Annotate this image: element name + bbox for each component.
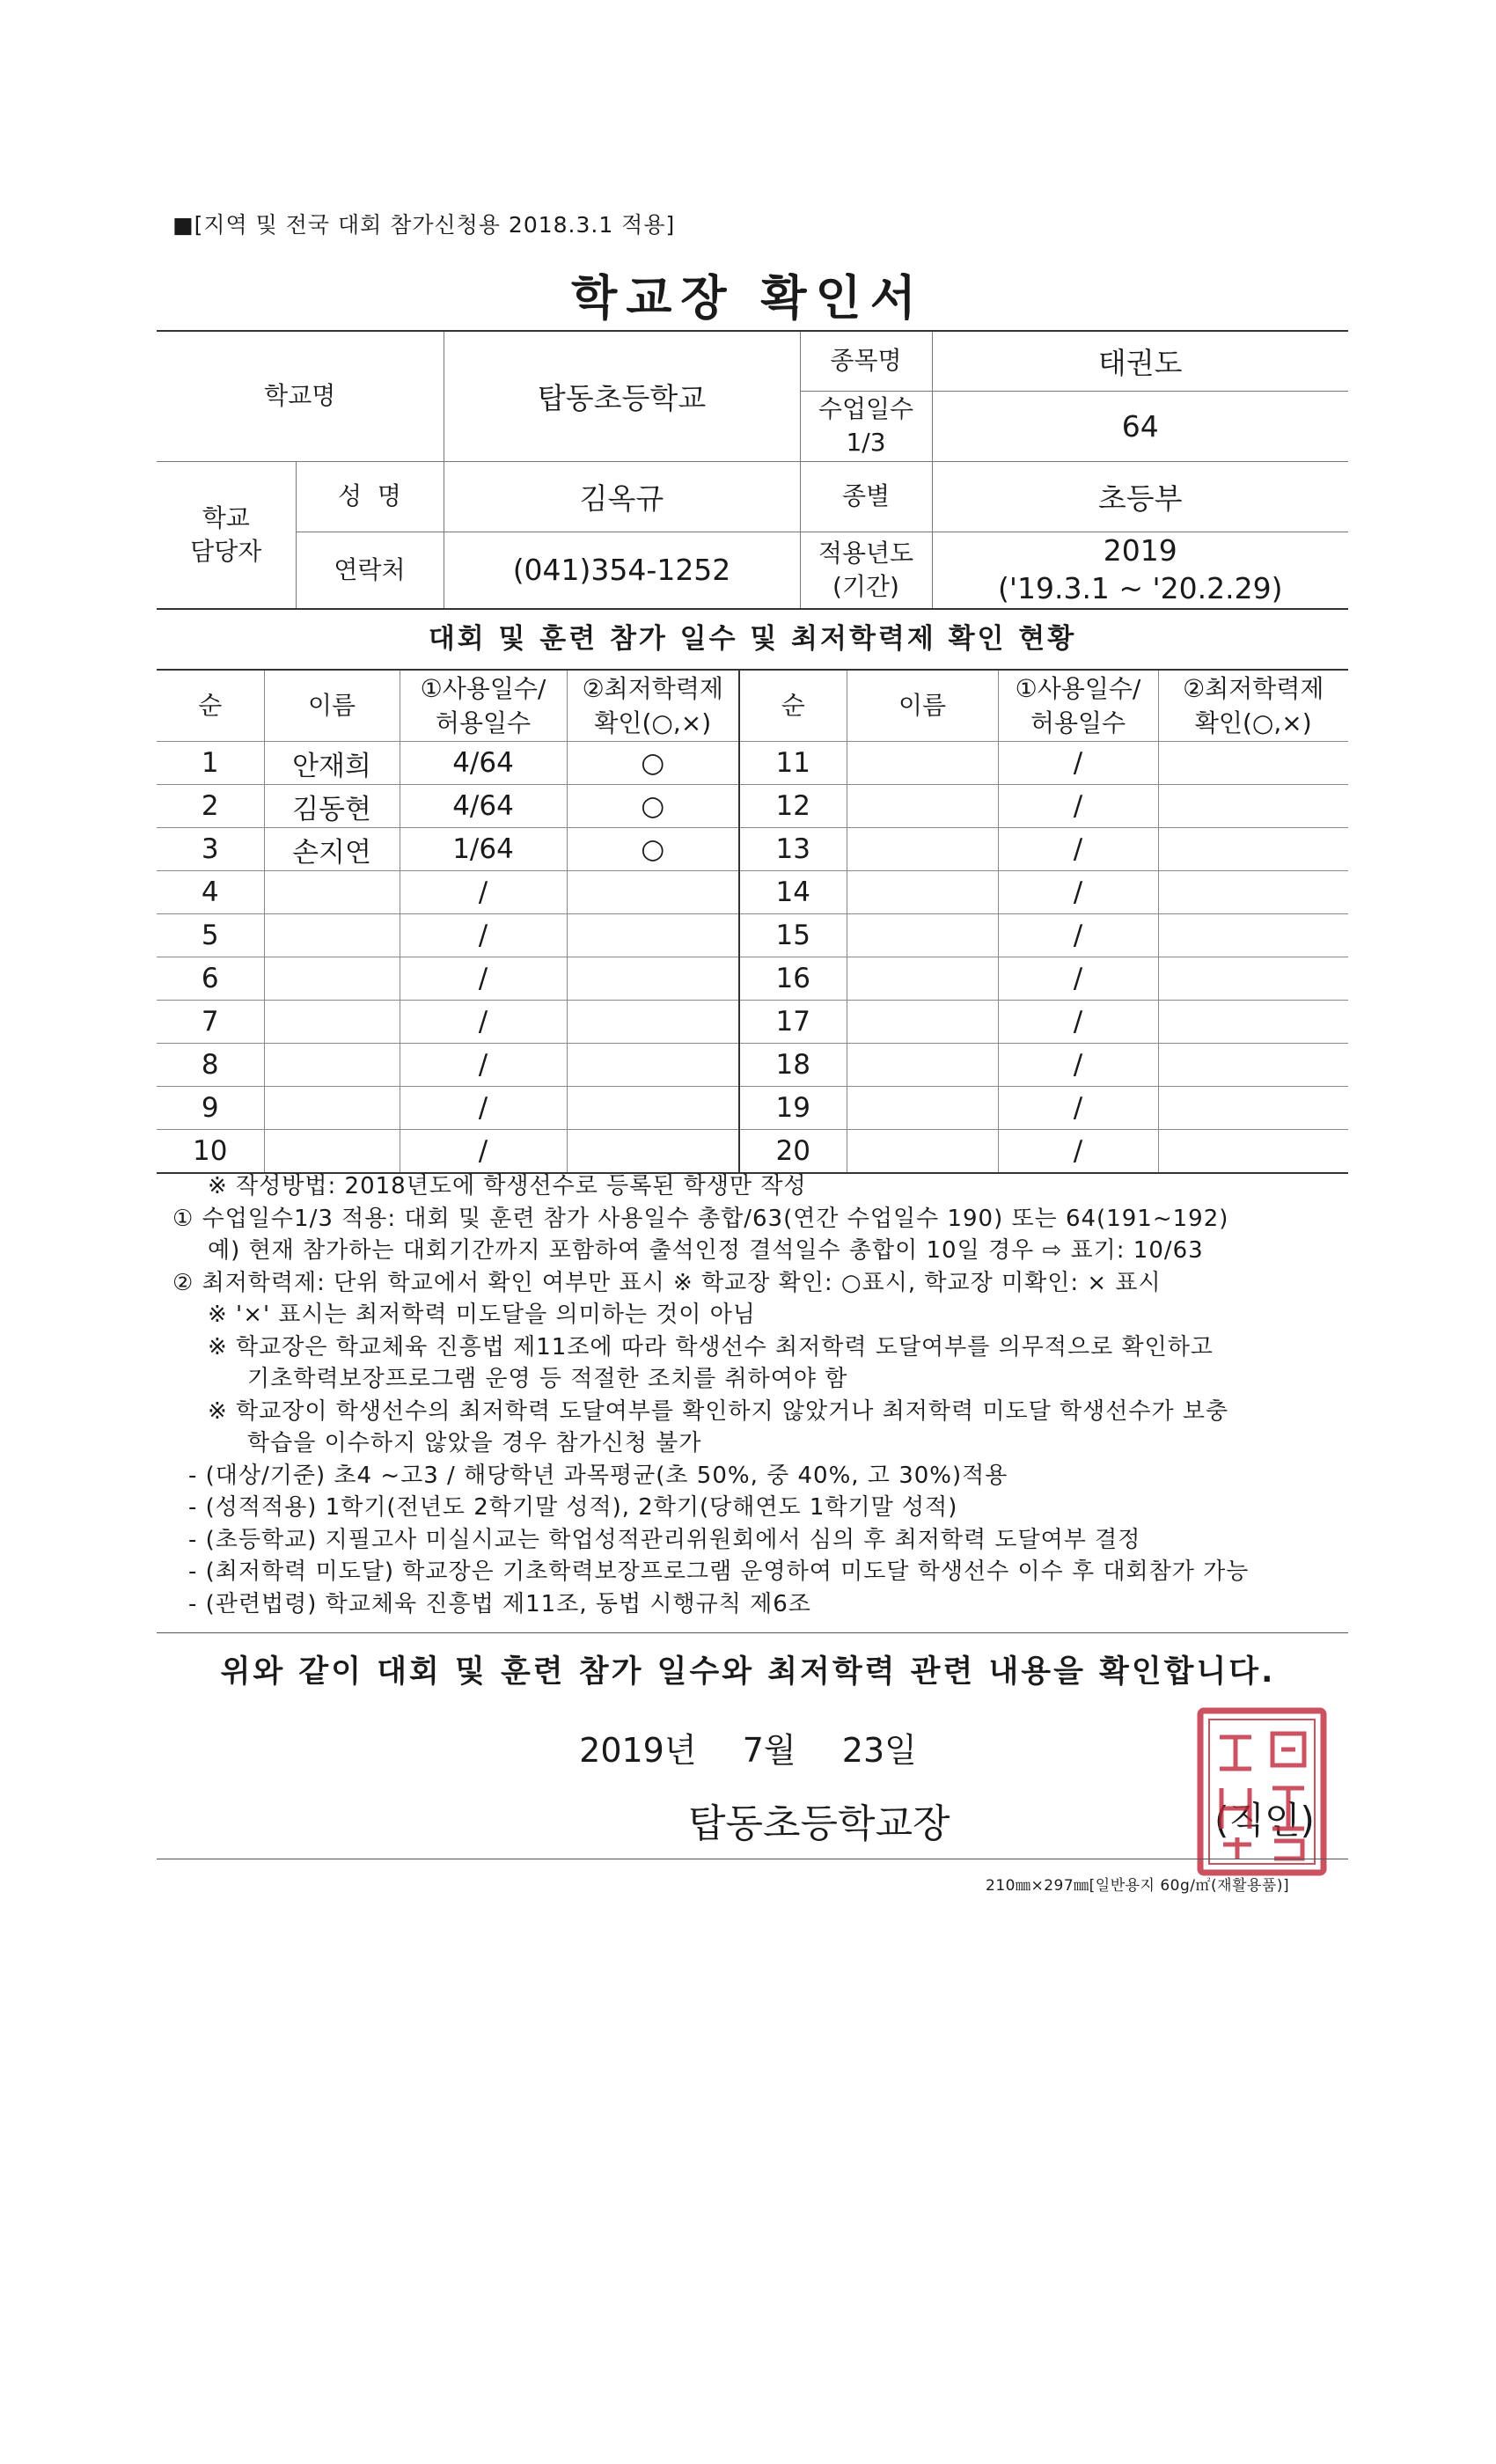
table-row [157,828,1348,871]
table-row [157,742,1348,785]
note-line: 학습을 이수하지 않았을 경우 참가신청 불가 [247,1430,702,1456]
row-days-right: / [998,914,1158,957]
notes-section [172,1170,1352,1620]
row-check-left [567,1044,739,1087]
header-name-left: 이름 [264,670,400,742]
row-check-right [1158,871,1348,914]
row-no-left: 6 [157,957,264,1001]
row-no-right: 11 [739,742,847,785]
row-no-right: 15 [739,914,847,957]
row-no-right: 13 [739,828,847,871]
row-no-right: 20 [739,1130,847,1174]
note-line: - (관련법령) 학교체육 진흥법 제11조, 동법 시행규칙 제6조 [188,1590,811,1617]
seal-label: (직인) [1214,1799,1315,1842]
row-days-left: / [400,957,567,1001]
category-value: 초등부 [932,461,1348,532]
header-note: ■[지역 및 전국 대회 참가신청용 2018.3.1 적용] [172,212,676,238]
row-name-right [847,828,998,871]
row-no-left: 5 [157,914,264,957]
row-days-right: / [998,871,1158,914]
manager-label-1: 학교 [202,502,250,532]
row-check-right [1158,742,1348,785]
row-days-left: / [400,1044,567,1087]
row-name-right [847,1087,998,1130]
category-label: 종별 [800,461,932,532]
row-days-right: / [998,785,1158,828]
school-label: 학교명 [157,331,444,461]
row-check-left [567,957,739,1001]
signing-date: 2019년 7월 23일 [579,1731,917,1770]
confirmation-statement: 위와 같이 대회 및 훈련 참가 일수와 최저학력 관련 내용을 확인합니다. [220,1654,1276,1690]
row-no-left: 2 [157,785,264,828]
manager-name: 김옥규 [444,461,800,532]
year-label-1: 적용년도 [818,538,914,568]
year-value-period: ('19.3.1 ~ '20.2.29) [998,570,1283,605]
row-days-left: 1/64 [400,828,567,871]
sport-label: 종목명 [800,331,932,391]
row-check-right [1158,1087,1348,1130]
class-days-label-1: 수업일수 [818,394,914,424]
note-line: - (최저학력 미도달) 학교장은 기초학력보장프로그램 운영하여 미도달 학생선수 이수 후 대회참가 가능 [188,1558,1250,1585]
manager-label-2: 담당자 [190,536,262,566]
row-days-right: / [998,1087,1158,1130]
attendance-subtitle: 대회 및 훈련 참가 일수 및 최저학력제 확인 현황 [428,623,1077,655]
row-name-right [847,871,998,914]
note-line: ※ 작성방법: 2018년도에 학생선수로 등록된 학생만 작성 [208,1173,807,1199]
note-line: ② 최저학력제: 단위 학교에서 확인 여부만 표시 ※ 학교장 확인: ○표시, 학교장 미확인: × 표시 [172,1269,1162,1296]
row-check-right [1158,1130,1348,1174]
row-days-left: / [400,1001,567,1044]
table-row [157,1044,1348,1087]
header-days-line1: ①사용일수/ [420,673,546,703]
row-name-left: 손지연 [264,828,400,871]
note-line: - (성적적용) 1학기(전년도 2학기말 성적), 2학기(당해연도 1학기말 성적) [188,1494,958,1521]
row-check-left [567,914,739,957]
note-line: 기초학력보장프로그램 운영 등 적절한 조치를 취하여야 함 [247,1366,848,1392]
header-name-right: 이름 [847,670,998,742]
row-no-right: 16 [739,957,847,1001]
row-name-left [264,1087,400,1130]
principal-name: 탑동초등학교장 [688,1801,950,1846]
row-name-left [264,1130,400,1174]
year-value [932,532,1348,609]
row-name-right [847,1130,998,1174]
row-days-left: / [400,1130,567,1174]
row-name-left [264,1044,400,1087]
row-check-right [1158,828,1348,871]
row-check-left [567,871,739,914]
school-info-table [157,330,1348,610]
header-days-left [400,670,567,742]
header-days-line1: ①사용일수/ [1015,673,1141,703]
row-name-left: 안재희 [264,742,400,785]
note-line: 예) 현재 참가하는 대회기간까지 포함하여 출석인정 결석일수 총합이 10일 경우 ⇨ 표기: 10/63 [208,1237,1204,1264]
row-name-right [847,957,998,1001]
row-no-left: 3 [157,828,264,871]
note-line: - (대상/기준) 초4 ~고3 / 해당학년 과목평균(초 50%, 중 40%, 고 30%)적용 [188,1462,1008,1489]
row-no-right: 19 [739,1087,847,1130]
row-days-right: / [998,1044,1158,1087]
note-line: ※ 학교장이 학생선수의 최저학력 도달여부를 확인하지 않았거나 최저학력 미도달 학생선수가 보충 [208,1397,1229,1425]
table-row [157,871,1348,914]
row-no-left: 10 [157,1130,264,1174]
header-check-line1: ②최저학력제 [1183,673,1324,703]
row-days-left: / [400,1087,567,1130]
table-row [157,957,1348,1001]
row-days-right: / [998,1001,1158,1044]
row-name-left: 김동현 [264,785,400,828]
row-days-right: / [998,828,1158,871]
row-name-left [264,914,400,957]
row-check-right [1158,957,1348,1001]
row-check-left: ○ [567,785,739,828]
class-days-value: 64 [932,391,1348,461]
row-no-right: 12 [739,785,847,828]
contact-value: (041)354-1252 [444,532,800,609]
table-row [157,785,1348,828]
name-label: 성 명 [296,461,444,532]
header-check-right [1158,670,1348,742]
row-name-right [847,1044,998,1087]
table-row [157,1130,1348,1174]
row-check-left [567,1130,739,1174]
contact-label: 연락처 [296,532,444,609]
header-check-left [567,670,739,742]
row-days-left: 4/64 [400,742,567,785]
row-check-left: ○ [567,742,739,785]
paper-spec-footer: 210㎜×297㎜[일반용지 60g/㎡(재활용품)] [986,1877,1290,1895]
row-check-right [1158,785,1348,828]
header-days-line2: 허용일수 [1030,708,1126,737]
row-name-left [264,871,400,914]
official-seal-icon [1197,1707,1327,1876]
note-line: ※ 학교장은 학교체육 진흥법 제11조에 따라 학생선수 최저학력 도달여부를 의무적으로 확인하고 [208,1333,1214,1360]
manager-label [157,461,296,609]
row-check-right [1158,1001,1348,1044]
row-days-left: 4/64 [400,785,567,828]
header-check-line2: 확인(○,×) [1194,708,1312,737]
row-no-left: 9 [157,1087,264,1130]
row-name-right [847,1001,998,1044]
row-no-right: 18 [739,1044,847,1087]
row-days-right: / [998,742,1158,785]
row-no-left: 1 [157,742,264,785]
header-check-line1: ②최저학력제 [582,673,723,703]
row-name-left [264,1001,400,1044]
note-line: - (초등학교) 지필고사 미실시교는 학업성적관리위원회에서 심의 후 최저학력 도달여부 결정 [188,1526,1141,1553]
header-days-line2: 허용일수 [435,708,532,737]
note-line: ① 수업일수1/3 적용: 대회 및 훈련 참가 사용일수 총합/63(연간 수업일수 190) 또는 64(191~192) [172,1205,1229,1232]
school-name: 탑동초등학교 [444,331,800,461]
table-row [157,914,1348,957]
table-row [157,1087,1348,1130]
row-days-left: / [400,871,567,914]
row-check-right [1158,914,1348,957]
row-name-right [847,914,998,957]
year-label [800,532,932,609]
header-no-right: 순 [739,670,847,742]
row-check-left [567,1001,739,1044]
row-days-right: / [998,1130,1158,1174]
header-no-left: 순 [157,670,264,742]
class-days-label-2: 1/3 [846,428,886,457]
row-check-left: ○ [567,828,739,871]
row-name-right [847,742,998,785]
note-line: ※ '×' 표시는 최저학력 미도달을 의미하는 것이 아님 [208,1302,756,1328]
notes-divider [157,1632,1348,1633]
attendance-header-row [157,670,1348,742]
row-no-left: 8 [157,1044,264,1087]
class-days-label [800,391,932,461]
row-no-left: 4 [157,871,264,914]
year-value-year: 2019 [1103,532,1177,568]
year-label-2: (기간) [832,571,899,601]
header-days-right [998,670,1158,742]
row-name-left [264,957,400,1001]
row-days-right: / [998,957,1158,1001]
sport-value: 태권도 [932,331,1348,391]
table-row [157,1001,1348,1044]
row-days-left: / [400,914,567,957]
page-title: 학교장 확인서 [571,270,925,326]
row-name-right [847,785,998,828]
header-check-line2: 확인(○,×) [594,708,712,737]
row-no-right: 17 [739,1001,847,1044]
row-no-right: 14 [739,871,847,914]
row-check-left [567,1087,739,1130]
row-check-right [1158,1044,1348,1087]
attendance-table [157,669,1348,1174]
row-no-left: 7 [157,1001,264,1044]
